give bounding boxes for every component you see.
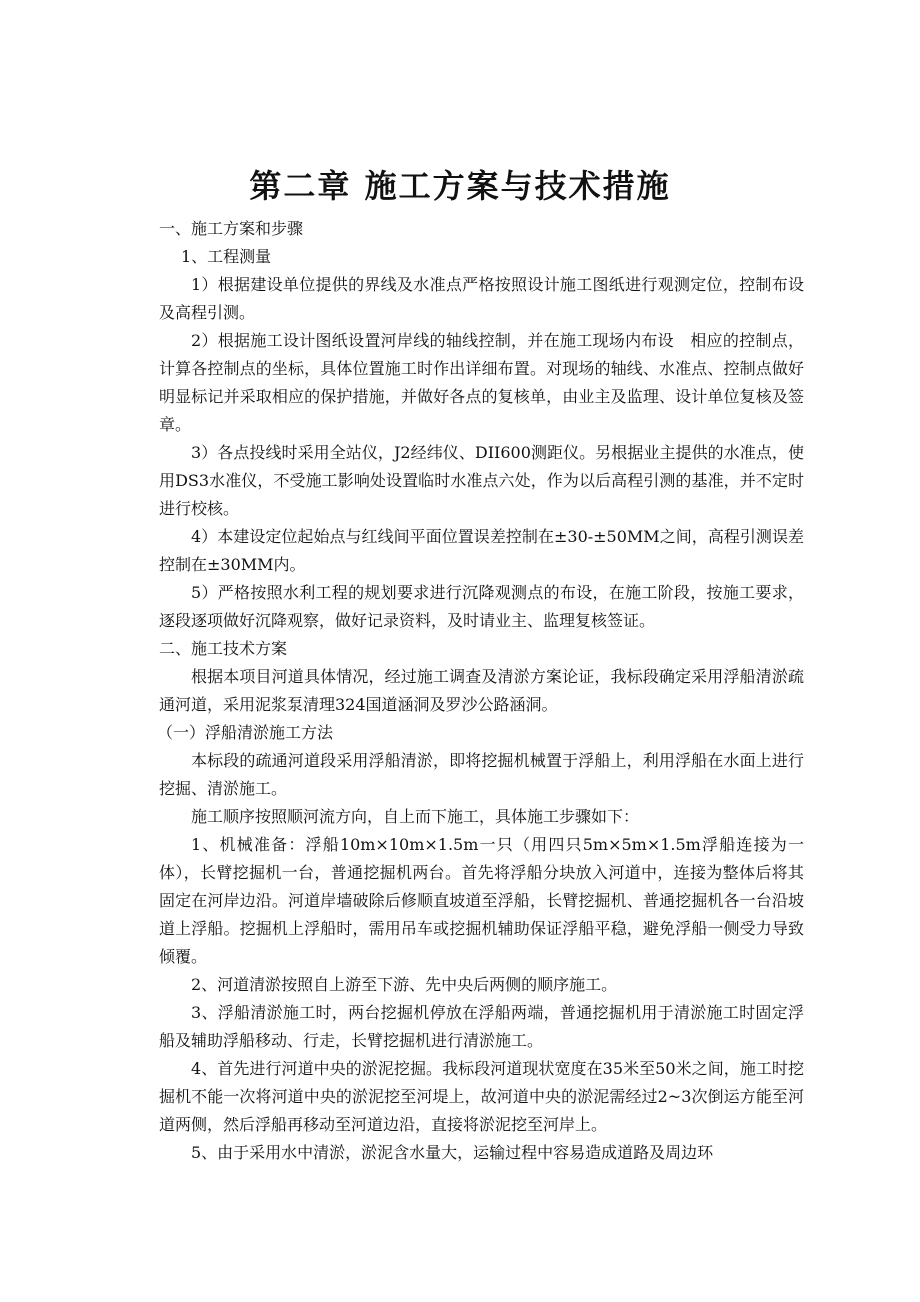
paragraph: 2、河道清淤按照自上游至下游、先中央后两侧的顺序施工。	[191, 975, 618, 994]
paragraph: 5）严格按照水利工程的规划要求进行沉降观测点的布设，在施工阶段，按施工要求，逐段逐项做好沉降观察，做好记录资料，及时请业主、监理复核签证。	[159, 583, 804, 630]
paragraph: 施工顺序按照顺河流方向，自上而下施工，具体施工步骤如下：	[191, 807, 640, 826]
paragraph: 根据本项目河道具体情况，经过施工调查及清淤方案论证，我标段确定采用浮船清淤疏通河道，采用泥浆泵清理324国道涵洞及罗沙公路涵洞。	[159, 667, 804, 714]
paragraph: 3、浮船清淤施工时，两台挖掘机停放在浮船两端，普通挖掘机用于清淤施工时固定浮船及辅助浮船移动、行走，长臂挖掘机进行清淤施工。	[159, 1003, 804, 1050]
paragraph: 4）本建设定位起始点与红线间平面位置误差控制在±30-±50MM之间，高程引测误差控制在±30MM内。	[159, 527, 804, 574]
section-heading: （一）浮船清淤施工方法	[157, 723, 334, 742]
paragraph: 4、首先进行河道中央的淤泥挖掘。我标段河道现状宽度在35米至50米之间，施工时挖掘机不能一次将河道中央的淤泥挖至河堤上，故河道中央的淤泥需经过2~3次倒运方能至河道两侧，然后浮船再移动至河道边沿，直接将淤泥挖至河岸上。	[159, 1059, 804, 1134]
paragraph: 本标段的疏通河道段采用浮船清淤，即将挖掘机械置于浮船上，利用浮船在水面上进行挖掘、清淤施工。	[159, 751, 804, 798]
chapter-title: 第二章 施工方案与技术措施	[249, 167, 671, 206]
document-body	[159, 215, 804, 1167]
paragraph: 1）根据建设单位提供的界线及水准点严格按照设计施工图纸进行观测定位，控制布设及高程引测。	[159, 275, 804, 322]
section-heading: 1、工程测量	[181, 247, 272, 266]
section-heading: 二、施工技术方案	[159, 639, 288, 658]
paragraph: 3）各点投线时采用全站仪，J2经纬仪、DII600测距仪。另根据业主提供的水准点，使用DS3水准仪，不受施工影响处设置临时水准点六处，作为以后高程引测的基准，并不定时进行校核。	[159, 443, 804, 518]
paragraph: 1、机械准备：浮船10m×10m×1.5m一只（用四只5m×5m×1.5m浮船连接为一体），长臂挖掘机一台，普通挖掘机两台。首先将浮船分块放入河道中，连接为整体后将其固定在河岸边沿。河道岸墙破除后修顺直坡道至浮船，长臂挖掘机、普通挖掘机各一台沿坡道上浮船。挖掘机上浮船时，需用吊车或挖掘机辅助保证浮船平稳，避免浮船一侧受力导致倾覆。	[159, 835, 804, 966]
section-heading: 一、施工方案和步骤	[159, 219, 304, 238]
paragraph: 5、由于采用水中清淤，淤泥含水量大，运输过程中容易造成道路及周边环	[191, 1143, 714, 1162]
paragraph: 2）根据施工设计图纸设置河岸线的轴线控制，并在施工现场内布设 相应的控制点，计算各控制点的坐标，具体位置施工时作出详细布置。对现场的轴线、水准点、控制点做好明显标记并采取相应的保护措施，并做好各点的复核单，由业主及监理、设计单位复核及签章。	[159, 331, 804, 434]
